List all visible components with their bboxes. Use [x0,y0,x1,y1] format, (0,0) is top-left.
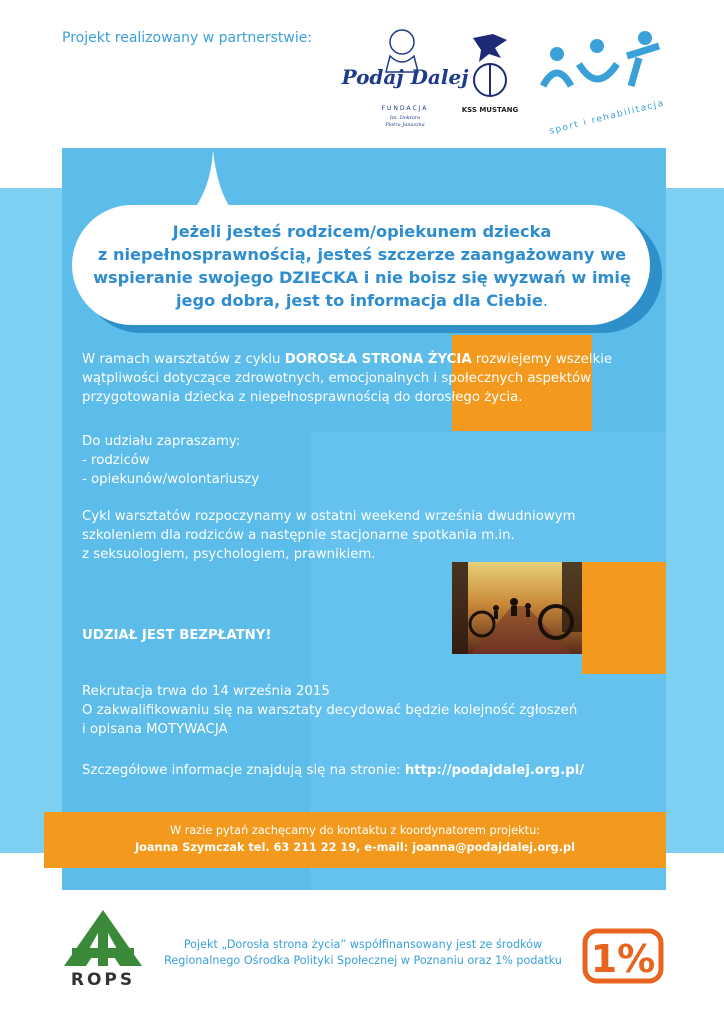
sport-logo-word: sport i rehabilitacja [548,98,666,137]
partner-intro-text: Projekt realizowany w partnerstwie: [62,30,313,46]
bubble-line-4-text: jego dobra, jest to informacja dla Ciebie [176,291,543,310]
intro-end: rozwiejemy wszelkie wątpliwości dotyczące zdrowotnych, emocjonalnych i społecznych aspektów przygotowania dziecka z niepełnosprawnością do dorosłego życia. [82,352,613,405]
kss-mustang-logo [455,28,525,118]
workshop-series-name: DOROSŁA STRONA ŻYCIA [284,352,472,367]
sport-rehabilitacja-logo [535,24,675,137]
bubble-line-1: Jeżeli jesteś rodzicem/opiekunem dziecka [172,222,552,241]
invitation-item: - opiekunów/wolontariuszy [82,472,260,487]
recruitment-line-3: i opisana MOTYWACJA [82,722,228,737]
contact-line-1: W razie pytań zachęcamy do kontaktu z koordynatorem projektu: [169,824,541,837]
bubble-line-2: z niepełnosprawnością, jesteś szczerze zaangażowany we [97,245,627,264]
wheelchair-photo [452,562,582,654]
rops-logo-word: ROPS [70,970,136,990]
contact-line-2: Joanna Szymczak tel. 63 211 22 19, e-mail: joanna@podajdalej.org.pl [134,841,576,854]
podaj-logo-sub1: Im. Doktora [389,115,421,121]
intro-start: W ramach warsztatów z cyklu [82,352,285,367]
details-text: Szczegółowe informacje znajdują się na stronie: [82,763,405,778]
invitation-title: Do udziału zapraszamy: [82,434,241,449]
bubble-headline [84,220,640,312]
podaj-logo-fundacja: FUNDACJA [381,105,429,112]
funding-line-2: Regionalnego Ośrodka Polityki Społecznej w Poznaniu oraz 1% podatku [164,954,562,967]
invitation-item: - rodziców [82,453,150,468]
intro-paragraph [82,350,656,407]
podaj-logo-word: Podaj Dalej [341,65,469,89]
recruitment-line-2: O zakwalifikowaniu się na warsztaty decydować będzie kolejność zgłoszeń [82,703,578,718]
schedule-line-2: szkoleniem dla rodziców a następnie stacjonarne spotkania m.in. [82,528,515,543]
schedule-paragraph [82,507,656,564]
mustang-logo-word: KSS MUSTANG [461,106,519,114]
bubble-line-4-dot: . [542,291,548,310]
details-paragraph [82,761,656,780]
one-percent-text: 1% [590,937,656,981]
bubble-line-4 [84,289,640,312]
free-participation-notice: UDZIAŁ JEST BEZPŁATNY! [82,628,272,643]
funding-line-1: Pojekt „Dorosła strona życia” współfinansowany jest ze środków [183,938,543,951]
contact-info [44,822,666,856]
podaj-logo-sub2: Piotra Janaszka [385,122,425,128]
bubble-line-3: wspieranie swojego DZIECKA i nie boisz się wyzwań w imię [93,268,631,287]
podaj-dalej-logo [341,22,469,132]
website-link[interactable]: http://podajdalej.org.pl/ [404,763,585,778]
schedule-line-3: z seksuologiem, psychologiem, prawnikiem. [82,547,376,562]
invitation-block [82,432,482,489]
schedule-line-1: Cykl warsztatów rozpoczynamy w ostatni weekend września dwudniowym [82,509,576,524]
one-percent-logo [582,928,664,984]
funding-note [158,937,568,969]
orange-accent-block-lower [582,562,666,674]
recruitment-paragraph [82,682,656,739]
recruitment-line-1: Rekrutacja trwa do 14 września 2015 [82,684,330,699]
